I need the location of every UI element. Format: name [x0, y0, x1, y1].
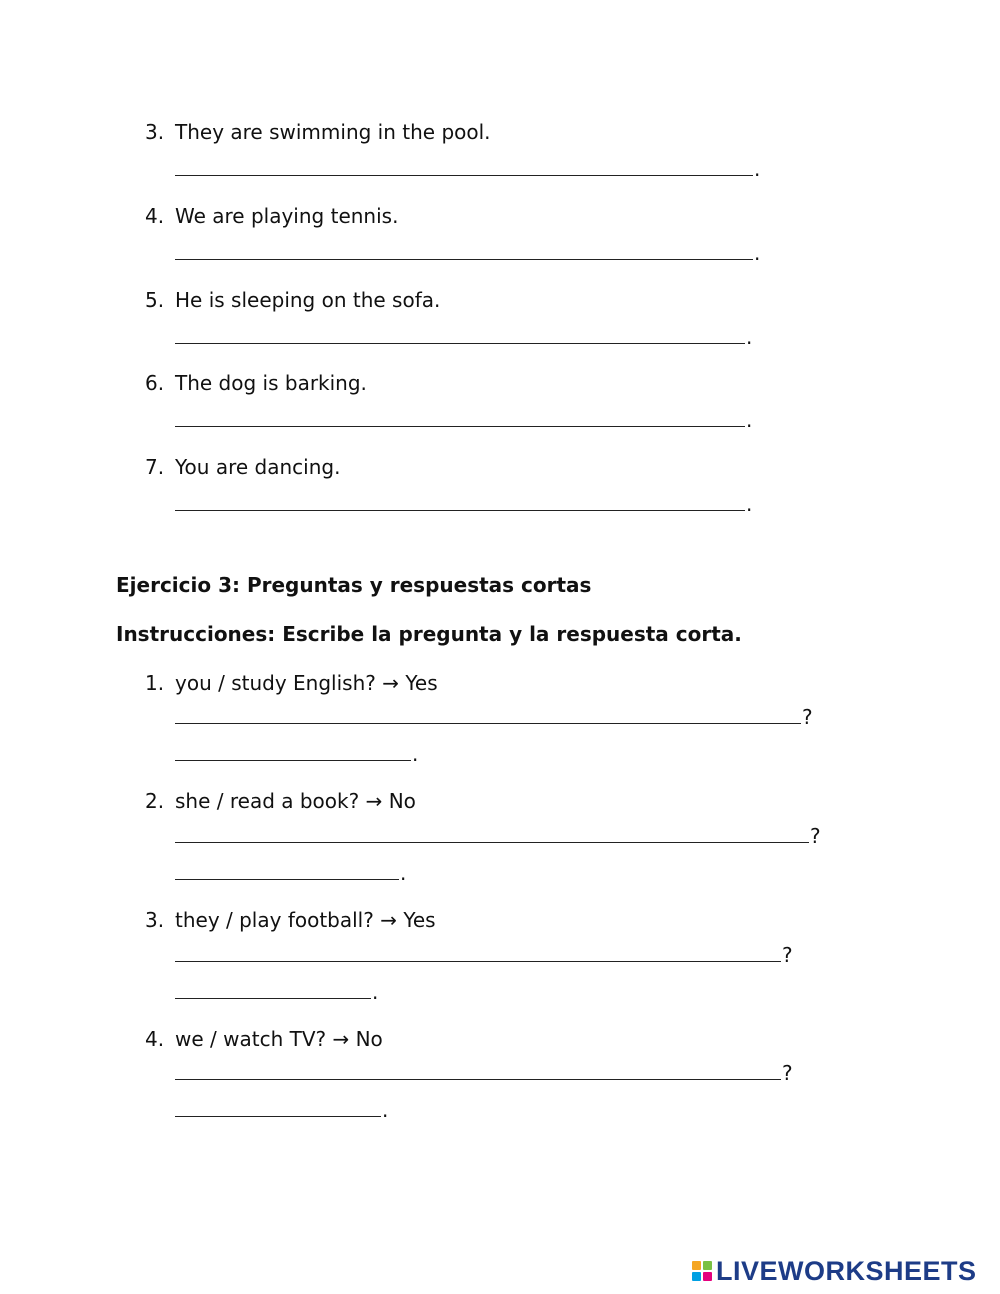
question-mark: ? — [810, 824, 821, 848]
item-prompt: you / study English? → Yes — [175, 671, 438, 695]
question-line[interactable] — [175, 722, 801, 724]
logo-square-icon — [692, 1261, 701, 1270]
question-line[interactable] — [175, 1078, 781, 1080]
answer-end-mark: . — [400, 861, 407, 885]
question-mark: ? — [782, 1061, 793, 1085]
item-number: 4. — [145, 1027, 165, 1051]
item-number: 1. — [145, 671, 165, 695]
item-prompt: The dog is barking. — [175, 371, 367, 395]
answer-end-mark: . — [412, 742, 419, 766]
item-prompt: They are swimming in the pool. — [175, 120, 491, 144]
short-answer-line[interactable] — [175, 759, 411, 761]
item-number: 2. — [145, 789, 165, 813]
answer-blank[interactable] — [175, 408, 752, 432]
item-number: 3. — [145, 908, 165, 932]
answer-end-mark: . — [754, 157, 761, 181]
item-number: 5. — [145, 288, 165, 312]
answer-line[interactable] — [175, 342, 745, 344]
question-blank[interactable] — [175, 1061, 793, 1085]
answer-end-mark: . — [746, 492, 753, 516]
question-line[interactable] — [175, 841, 809, 843]
answer-line[interactable] — [175, 509, 745, 511]
answer-blank[interactable] — [175, 492, 752, 516]
item-number: 7. — [145, 455, 165, 479]
answer-line[interactable] — [175, 258, 753, 260]
logo-text: LIVEWORKSHEETS — [716, 1255, 977, 1286]
item-prompt: they / play football? → Yes — [175, 908, 436, 932]
item-prompt: we / watch TV? → No — [175, 1027, 383, 1051]
short-answer-blank[interactable] — [175, 861, 406, 885]
question-blank[interactable] — [175, 943, 793, 967]
short-answer-line[interactable] — [175, 1115, 381, 1117]
answer-end-mark: . — [372, 980, 379, 1004]
exercise-3-title: Ejercicio 3: Preguntas y respuestas cortas — [116, 573, 592, 597]
short-answer-line[interactable] — [175, 878, 399, 880]
answer-end-mark: . — [382, 1098, 389, 1122]
item-number: 6. — [145, 371, 165, 395]
item-number: 4. — [145, 204, 165, 228]
question-mark: ? — [802, 705, 813, 729]
answer-line[interactable] — [175, 425, 745, 427]
liveworksheets-logo-icon — [692, 1261, 712, 1281]
answer-blank[interactable] — [175, 157, 760, 181]
logo-square-icon — [692, 1272, 701, 1281]
question-mark: ? — [782, 943, 793, 967]
answer-end-mark: . — [746, 325, 753, 349]
short-answer-line[interactable] — [175, 997, 371, 999]
question-line[interactable] — [175, 960, 781, 962]
short-answer-blank[interactable] — [175, 1098, 388, 1122]
item-prompt: He is sleeping on the sofa. — [175, 288, 441, 312]
item-prompt: she / read a book? → No — [175, 789, 416, 813]
item-prompt: You are dancing. — [175, 455, 341, 479]
short-answer-blank[interactable] — [175, 980, 378, 1004]
short-answer-blank[interactable] — [175, 742, 418, 766]
logo-square-icon — [703, 1272, 712, 1281]
answer-line[interactable] — [175, 174, 753, 176]
logo-square-icon — [703, 1261, 712, 1270]
answer-end-mark: . — [754, 241, 761, 265]
item-number: 3. — [145, 120, 165, 144]
answer-end-mark: . — [746, 408, 753, 432]
question-blank[interactable] — [175, 705, 813, 729]
liveworksheets-logo — [692, 1257, 977, 1285]
item-prompt: We are playing tennis. — [175, 204, 399, 228]
question-blank[interactable] — [175, 824, 821, 848]
answer-blank[interactable] — [175, 325, 752, 349]
answer-blank[interactable] — [175, 241, 760, 265]
exercise-3-instructions: Instrucciones: Escribe la pregunta y la respuesta corta. — [116, 622, 742, 646]
